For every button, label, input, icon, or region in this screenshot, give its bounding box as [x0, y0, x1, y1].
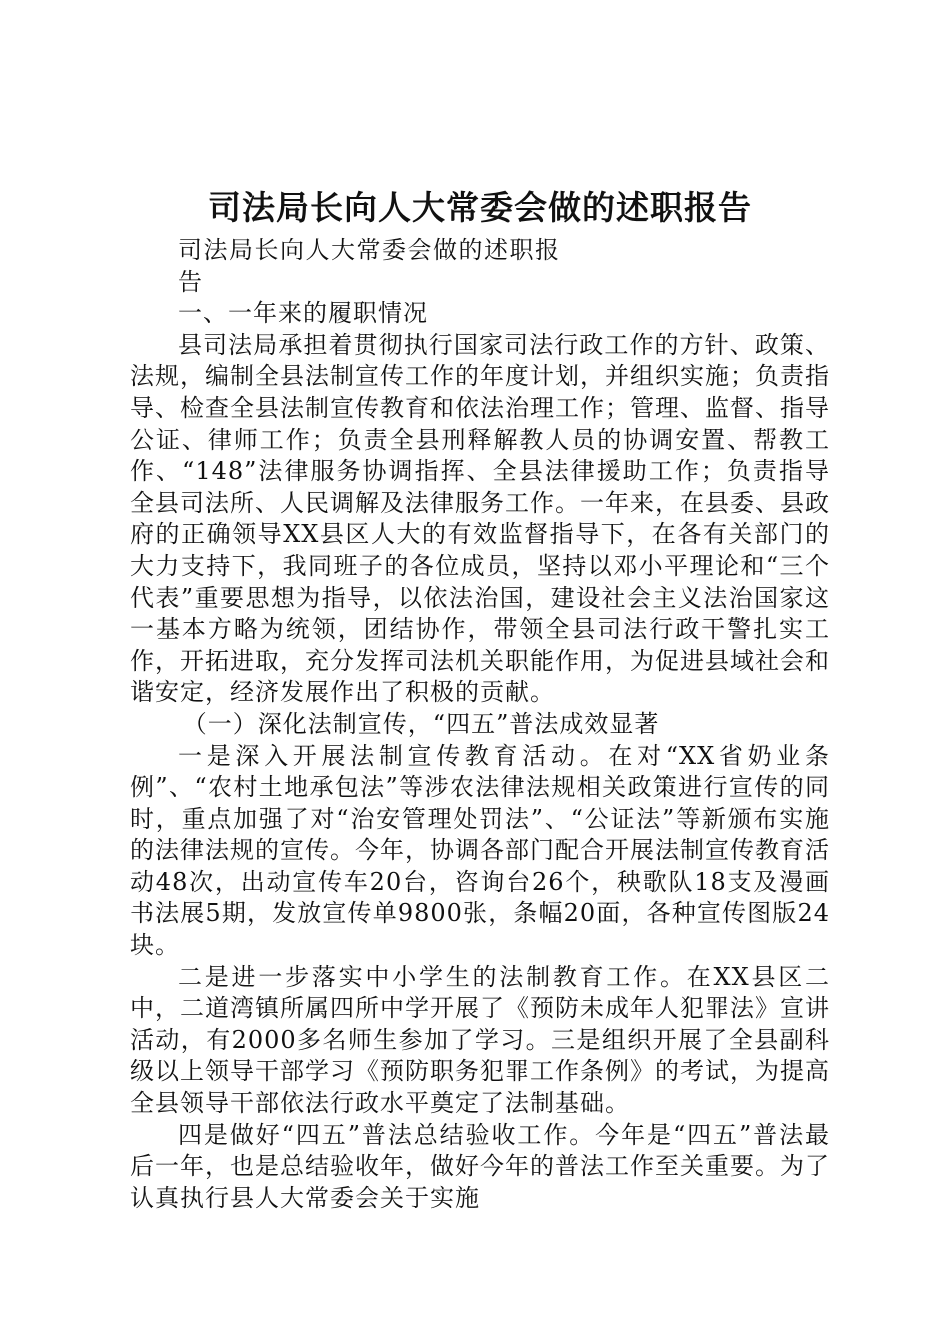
section-heading: 一、一年来的履职情况 [178, 299, 428, 328]
body-paragraph: 四是做好“四五”普法总结验收工作。今年是“四五”普法最后一年，也是总结验收年，做好今年的普法工作至关重要。为了认真执行县人大常委会关于实施 [130, 1120, 830, 1212]
body-paragraph: 县司法局承担着贯彻执行国家司法行政工作的方针、政策、法规，编制全县法制宣传工作的年度计划，并组织实施；负责指导、检查全县法制宣传教育和依法治理工作；管理、监督、指导公证、律师工作；负责全县刑释解教人员的协调安置、帮教工作、“148”法律服务协调指挥、全县法律援助工作；负责指导全县司法所、人民调解及法律服务工作。一年来，在县委、县政府的正确领导XX县区人大的有效监督指导下，在各有关部门的大力支持下，我同班子的各位成员，坚持以邓小平理论和“三个代表”重要思想为指导，以依法治国，建设社会主义法治国家这一基本方略为统领，团结协作，带领全县司法行政干警扎实工作，开拓进取，充分发挥司法机关职能作用，为促进县域社会和谐安定，经济发展作出了积极的贡献。 [130, 330, 830, 707]
document-title: 司法局长向人大常委会做的述职报告 [208, 188, 752, 227]
body-paragraph: 二是进一步落实中小学生的法制教育工作。在XX县区二中，二道湾镇所属四所中学开展了《预防未成年人犯罪法》宣讲活动，有2000多名师生参加了学习。三是组织开展了全县副科级以上领导干部学习《预防职务犯罪工作条例》的考试，为提高全县领导干部依法行政水平奠定了法制基础。 [130, 962, 830, 1118]
subtitle-paragraph: 司法局长向人大常委会做的述职报告 [178, 236, 560, 296]
document-body [130, 235, 830, 1214]
subsection-heading: （一）深化法制宣传，“四五”普法成效显著 [182, 709, 660, 738]
body-paragraph: 一是深入开展法制宣传教育活动。在对“XX省奶业条例”、“农村土地承包法”等涉农法律法规相关政策进行宣传的同时，重点加强了对“治安管理处罚法”、“公证法”等新颁布实施的法律法规的宣传。今年，协调各部门配合开展法制宣传教育活动48次，出动宣传车20台，咨询台26个，秧歌队18支及漫画书法展5期，发放宣传单9800张，条幅20面，各种宣传图版24块。 [130, 741, 830, 960]
